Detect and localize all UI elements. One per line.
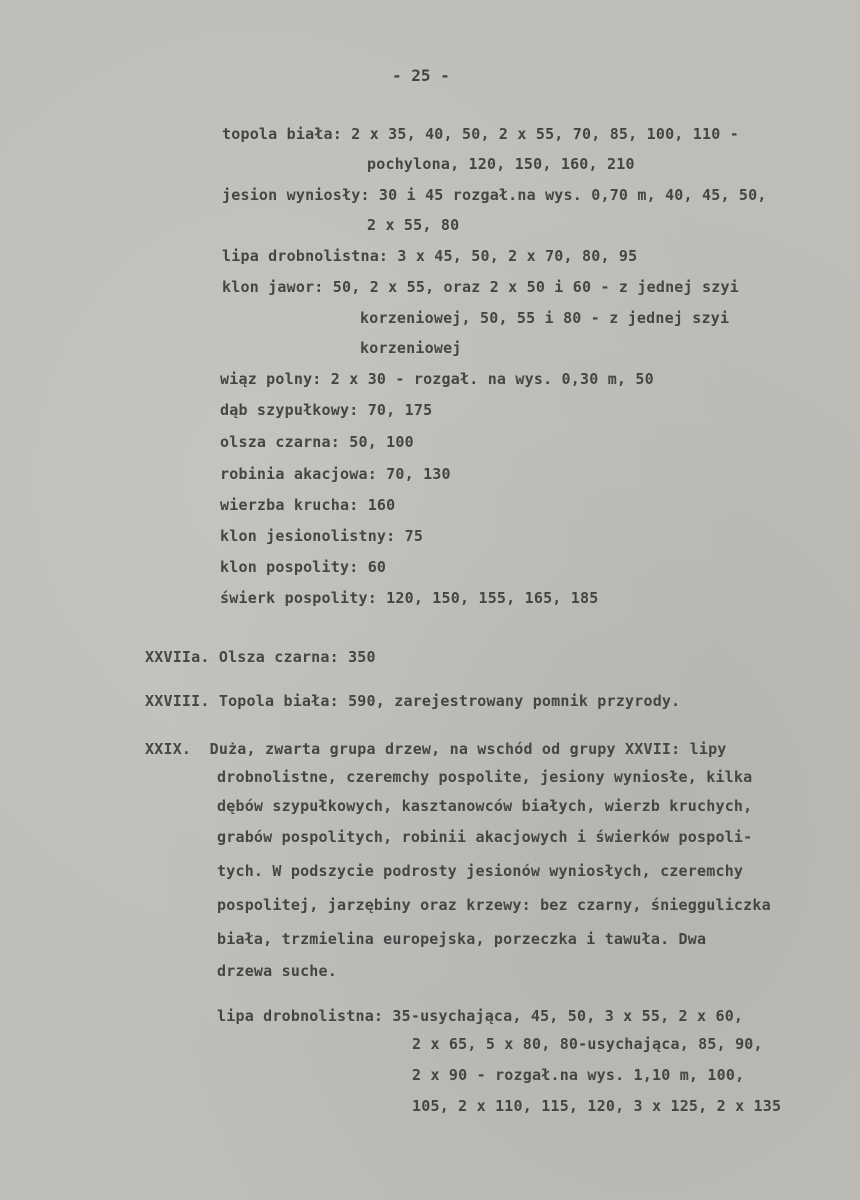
text-line: 105, 2 x 110, 115, 120, 3 x 125, 2 x 135 (412, 1097, 782, 1115)
section-xxix-line: drzewa suche. (217, 962, 337, 980)
text-line: olsza czarna: 50, 100 (220, 433, 414, 451)
section-xxix-line: drobnolistne, czeremchy pospolite, jesiony wyniosłe, kilka (217, 768, 753, 786)
text-line: 2 x 55, 80 (367, 216, 460, 234)
text-line: korzeniowej (360, 339, 462, 357)
text-line: 2 x 90 - rozgał.na wys. 1,10 m, 100, (412, 1066, 745, 1084)
section-xxix-line: XXIX. Duża, zwarta grupa drzew, na wschód od grupy XXVII: lipy (145, 740, 727, 758)
section-xxix-line: grabów pospolitych, robinii akacjowych i świerków pospoli- (217, 828, 753, 846)
text-line: klon jawor: 50, 2 x 55, oraz 2 x 50 i 60 - z jednej szyi (222, 278, 739, 296)
page-number: - 25 - (392, 66, 450, 85)
text-line: świerk pospolity: 120, 150, 155, 165, 185 (220, 589, 599, 607)
section-xxviii: XXVIII. Topola biała: 590, zarejestrowany pomnik przyrody. (145, 692, 681, 710)
text-line: robinia akacjowa: 70, 130 (220, 465, 451, 483)
section-xxix-line: pospolitej, jarzębiny oraz krzewy: bez czarny, śniegguliczka (217, 896, 771, 914)
text-line: korzeniowej, 50, 55 i 80 - z jednej szyi (360, 309, 730, 327)
text-line: pochylona, 120, 150, 160, 210 (367, 155, 635, 173)
text-line: lipa drobnolistna: 35-usychająca, 45, 50, 3 x 55, 2 x 60, (217, 1007, 744, 1025)
section-xxix-line: biała, trzmielina europejska, porzeczka i tawuła. Dwa (217, 930, 707, 948)
section-xxix-line: tych. W podszycie podrosty jesionów wyniosłych, czeremchy (217, 862, 744, 880)
text-line: klon jesionolistny: 75 (220, 527, 424, 545)
text-line: 2 x 65, 5 x 80, 80-usychająca, 85, 90, (412, 1035, 763, 1053)
section-xxviia: XXVIIa. Olsza czarna: 350 (145, 648, 376, 666)
text-line: wierzba krucha: 160 (220, 496, 396, 514)
text-line: lipa drobnolistna: 3 x 45, 50, 2 x 70, 80, 95 (222, 247, 638, 265)
text-line: klon pospolity: 60 (220, 558, 387, 576)
text-line: dąb szypułkowy: 70, 175 (220, 401, 433, 419)
text-line: wiąz polny: 2 x 30 - rozgał. na wys. 0,30 m, 50 (220, 370, 654, 388)
text-line: jesion wyniosły: 30 i 45 rozgał.na wys. 0,70 m, 40, 45, 50, (222, 186, 767, 204)
section-xxix-line: dębów szypułkowych, kasztanowców białych, wierzb kruchych, (217, 797, 753, 815)
text-line: topola biała: 2 x 35, 40, 50, 2 x 55, 70, 85, 100, 110 - (222, 125, 739, 143)
